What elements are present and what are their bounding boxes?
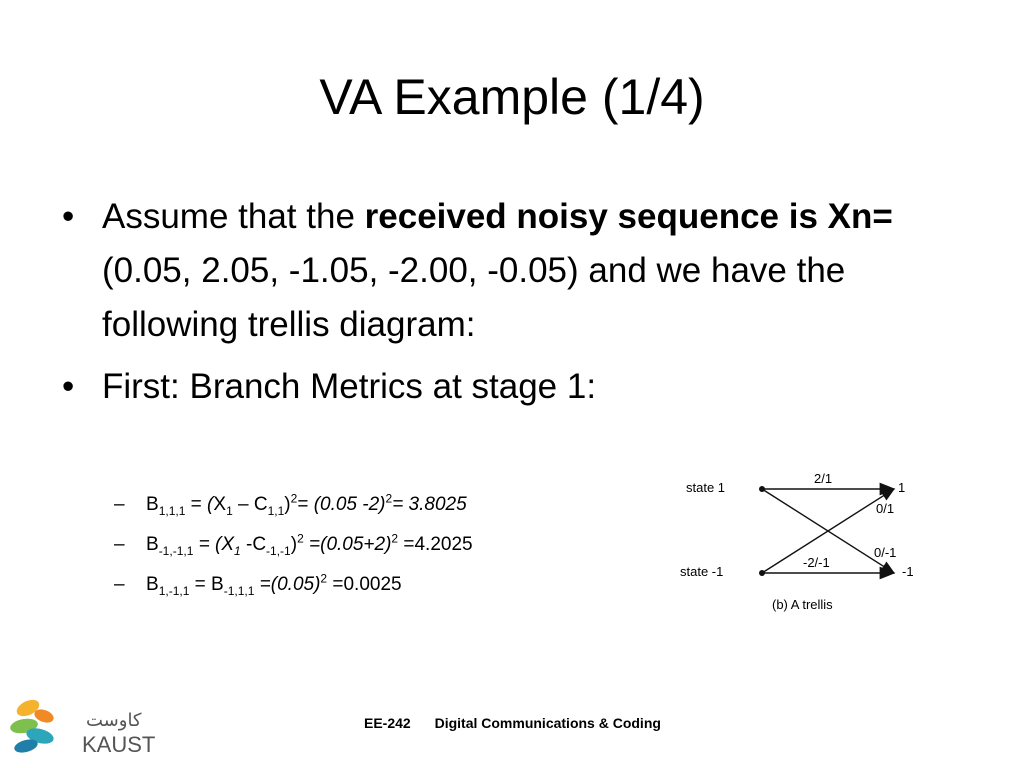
kaust-logo-mark [9,697,55,755]
dash: – [114,534,125,555]
bullet-list [62,190,952,414]
footer [364,715,661,731]
kaust-latin: KAUST [82,732,156,757]
course-name: Digital Communications & Coding [434,715,661,731]
state-1-label: state 1 [686,480,726,495]
label-cross-up: 0/1 [876,501,895,516]
label-cross-down: 0/-1 [874,545,897,560]
bullet-branch-metrics: • First: Branch Metrics at stage 1: [62,360,952,414]
bullet-assumption: • Assume that the received noisy sequence is Xn= (0.05, 2.05, -1.05, -2.00, -0.05) and we have the following trellis diagram: [62,190,952,352]
dash: – [114,574,125,595]
output-top: 1 [898,480,906,495]
metric-b111: – $B_{1,1,1} = (X_1 - C_{1,1})^2= (0.05$ -2)$^2$= 3.8025 [114,486,634,526]
kaust-arabic: كاوست [86,710,142,731]
trellis-diagram [666,463,936,623]
slide-title: VA Example (1/4) [319,69,705,125]
bold-phrase: received noisy sequence is Xn= [364,197,893,236]
kaust-logo [4,690,164,764]
course-code: EE-242 [364,715,411,731]
label-top-branch: 2/1 [814,471,833,486]
branch-metric-list [114,486,634,606]
metric-b-1-11: – $B_{-1,-1,1} = (X_1$ $-C_{-1,-1})^2 =(0.05+2)^2 =4.2025$ [114,526,634,566]
label-bottom-branch: -2/-1 [803,555,830,570]
metric-b1-11: – $B_{1,-1,1} = B_{-1,1,1} =(0.05)^2 =0.0025$ [114,566,634,606]
bullet-dot: • [62,367,75,406]
state-minus1-label: state -1 [680,564,724,579]
trellis-caption: (b) A trellis [772,597,833,612]
output-bottom: -1 [902,564,914,579]
bullet-dot: • [62,197,75,236]
dash: – [114,494,125,515]
